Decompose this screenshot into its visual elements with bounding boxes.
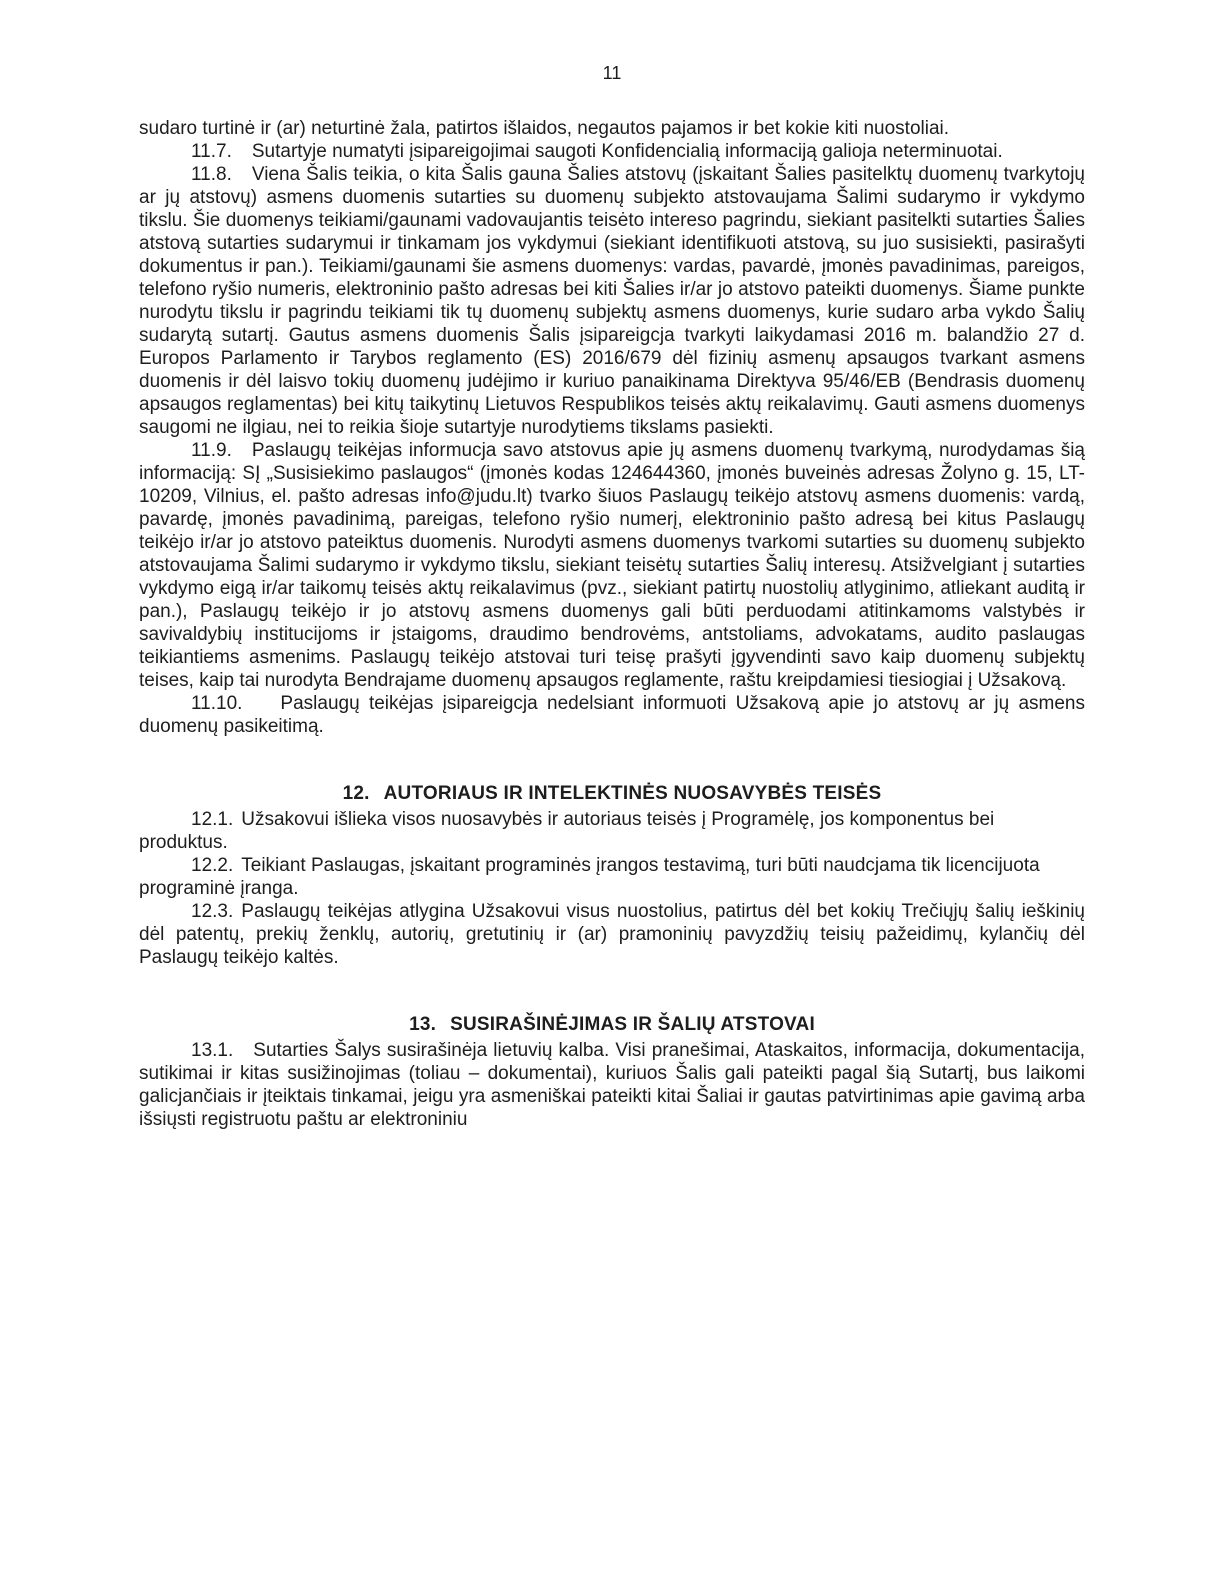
paragraph-number: 11.9. xyxy=(191,440,232,461)
heading-number: 12. xyxy=(342,783,370,804)
paragraph xyxy=(139,854,1085,900)
paragraph xyxy=(139,439,1085,692)
paragraph xyxy=(139,900,1085,969)
section-heading xyxy=(139,1013,1085,1036)
heading-number: 13. xyxy=(409,1014,437,1035)
paragraph xyxy=(139,117,1085,140)
paragraph-text: Paslaugų teikėjas įsipareigcja nedelsiant informuoti Užsakovą apie jo atstovų ar jų asmens duomenų pasikeitimą. xyxy=(139,693,1085,737)
paragraph xyxy=(139,808,1085,854)
paragraph-text: Paslaugų teikėjas informucja savo atstovus apie jų asmens duomenų tvarkymą, nurodydamas šią informaciją: SĮ „Susisiekimo paslaugos“ (įmonės kodas 124644360, įmonės buveinės adresas Žolyno g. 15, LT-10209, Vilnius, el. pašto adresas info@judu.lt) tvarko šiuos Paslaugų teikėjo atstovų asmens duomenis: vardą, pavardę, įmonės pavadinimą, pareigas, telefono ryšio numerį, elektroninio pašto adresą bei kitus Paslaugų teikėjo ir/ar jo atstovo pateiktus duomenis. Nurodyti asmens duomenys tvarkomi sutarties su duomenų subjekto atstovaujama Šalimi sudarymo ir vykdymo tikslu, siekiant teisėtų sutarties Šalių interesų. Atsižvelgiant į sutarties vykdymo eigą ir/ar taikomų teisės aktų reikalavimus (pvz., siekiant patirtų nuostolių atlyginimo, atliekant auditą ir pan.), Paslaugų teikėjo ir jo atstovų asmens duomenys gali būti perduodami atitinkamoms valstybės ir savivaldybių institucijoms ir įstaigoms, draudimo bendrovėms, antstoliams, advokatams, audito paslaugas teikiantiems asmenims. Paslaugų teikėjo atstovai turi teisę prašyti įgyvendinti savo kaip duomenų subjektų teises, kaip tai nurodyta Bendrajame duomenų apsaugos reglamente, raštu kreipdamiesi tiesiogiai į Užsakovą. xyxy=(139,440,1085,691)
paragraph-text: Užsakovui išlieka visos nuosavybės ir autoriaus teisės į Programėlę, jos komponentus bei produktus. xyxy=(139,809,995,853)
paragraph-number: 11.8. xyxy=(191,164,232,185)
paragraph xyxy=(139,692,1085,738)
paragraph-text: Sutartyje numatyti įsipareigojimai saugoti Konfidencialią informaciją galioja neterminuotai. xyxy=(251,141,1003,162)
paragraph-text: Sutarties Šalys susirašinėja lietuvių kalba. Visi pranešimai, Ataskaitos, informacija, dokumentacija, sutikimai ir kitas susižinojimas (toliau – dokumentai), kuriuos Šalis gali pateikti pagal šią Sutartį, bus laikomi galicjančiais ir įteiktais tinkamai, jeigu yra asmeniškai pateikti kitai Šaliai ir gautas patvirtinimas apie gavimą arba išsiųsti registruotu paštu ar elektroniniu xyxy=(139,1040,1085,1130)
document-content xyxy=(0,85,1224,1131)
paragraph xyxy=(139,1039,1085,1131)
paragraph xyxy=(139,140,1085,163)
paragraph-number: 12.3. xyxy=(191,901,234,922)
paragraph-number: 11.10. xyxy=(191,693,243,714)
section-heading xyxy=(139,782,1085,805)
paragraph-number: 11.7. xyxy=(191,141,232,162)
paragraph-number: 12.2. xyxy=(191,855,234,876)
paragraph-text: Viena Šalis teikia, o kita Šalis gauna Šalies atstovų (įskaitant Šalies pasitelktų duomenų tvarkytojų ar jų atstovų) asmens duomenis sutarties su duomenų subjekto atstovaujama Šalimi sudarymo ir vykdymo tikslu. Šie duomenys teikiami/gaunami vadovaujantis teisėto intereso pagrindu, siekiant pasitelkti sutarties Šalies atstovą sutarties sudarymui ir tinkamam jos vykdymui (siekiant identifikuoti atstovą, su juo susisiekti, pasirašyti dokumentus ir pan.). Teikiami/gaunami šie asmens duomenys: vardas, pavardė, įmonės pavadinimas, pareigos, telefono ryšio numeris, elektroninio pašto adresas bei kiti Šalies ir/ar jo atstovo pateikti duomenys. Šiame punkte nurodytu tikslu ir pagrindu teikiami tik tų duomenų subjektų asmens duomenys, kurie sudaro arba vykdo Šalių sudarytą sutartį. Gautus asmens duomenis Šalis įsipareigcja tvarkyti laikydamasi 2016 m. balandžio 27 d. Europos Parlamento ir Tarybos reglamento (ES) 2016/679 dėl fizinių asmenų apsaugos tvarkant asmens duomenis ir dėl laisvo tokių duomenų judėjimo ir kuriuo panaikinama Direktyva 95/46/EB (Bendrasis duomenų apsaugos reglamentas) bei kitų taikytinų Lietuvos Respublikos teisės aktų reikalavimų. Gauti asmens duomenys saugomi ne ilgiau, nei to reikia šioje sutartyje nurodytiems tikslams pasiekti. xyxy=(139,164,1085,438)
paragraph xyxy=(139,163,1085,439)
heading-text: AUTORIAUS IR INTELEKTINĖS NUOSAVYBĖS TEISĖS xyxy=(383,783,882,804)
paragraph-text: Teikiant Paslaugas, įskaitant programinės įrangos testavimą, turi būti naudcjama tik licencijuota programinė įranga. xyxy=(139,855,1040,899)
paragraph-text: Paslaugų teikėjas atlygina Užsakovui visus nuostolius, patirtus dėl bet kokių Trečiųjų šalių ieškinių dėl patentų, prekių ženklų, autorių, gretutinių ir (ar) pramoninių pavyzdžių teisių pažeidimų, kylančių dėl Paslaugų teikėjo kaltės. xyxy=(139,901,1085,968)
paragraph-number: 12.1. xyxy=(191,809,234,830)
paragraph-number: 13.1. xyxy=(191,1040,234,1061)
paragraph-text: sudaro turtinė ir (ar) neturtinė žala, patirtos išlaidos, negautos pajamos ir bet kokie kiti nuostoliai. xyxy=(139,118,950,139)
heading-text: SUSIRAŠINĖJIMAS IR ŠALIŲ ATSTOVAI xyxy=(450,1014,815,1035)
page-number: 11 xyxy=(602,63,622,83)
